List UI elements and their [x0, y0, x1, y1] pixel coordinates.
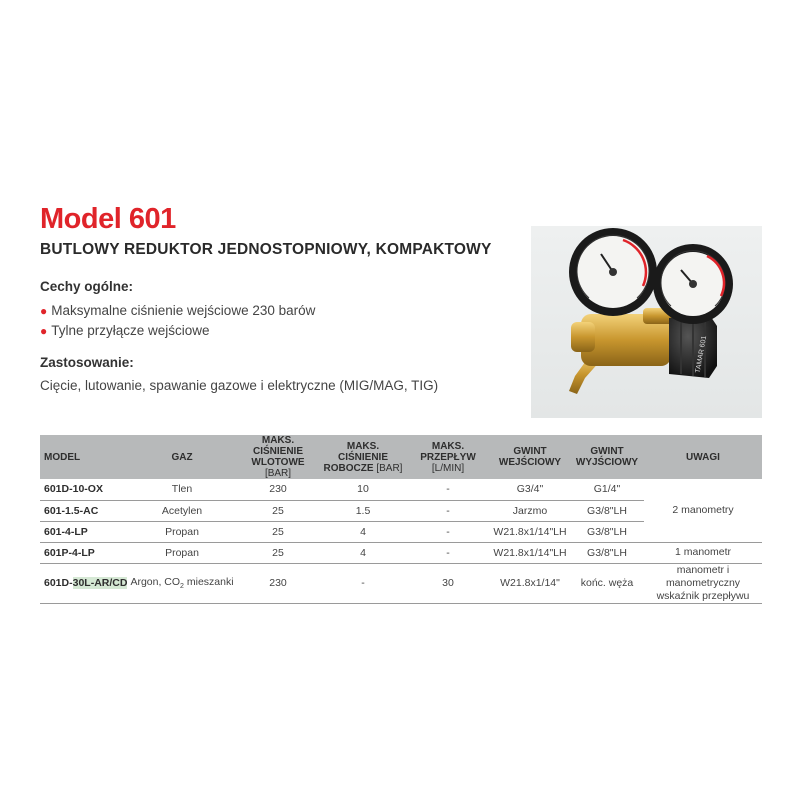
cell-flow: - — [406, 542, 490, 563]
cell-thread-out: G3/8"LH — [570, 521, 644, 542]
knob-label: TAMAR 601 — [694, 335, 709, 374]
cell-model: 601D-30L-AR/CD — [40, 563, 128, 603]
col-header-thread-out: GWINT WYJŚCIOWY — [570, 435, 644, 479]
cell-thread-out: G3/8"LH — [570, 500, 644, 521]
cell-gas: Acetylen — [128, 500, 236, 521]
cell-working: 1.5 — [320, 500, 406, 521]
cell-gas: Tlen — [128, 479, 236, 500]
cell-gas: Propan — [128, 542, 236, 563]
cell-model: 601-4-LP — [40, 521, 128, 542]
cell-model: 601D-10-OX — [40, 479, 128, 500]
spec-table — [40, 435, 762, 604]
application-text: Cięcie, lutowanie, spawanie gazowe i elektryczne (MIG/MAG, TIG) — [40, 378, 439, 393]
col-header-flow: MAKS. PRZEPŁYW [L/MIN] — [406, 435, 490, 479]
cell-inlet: 230 — [236, 479, 320, 500]
cell-thread-in: W21.8x1/14"LH — [490, 521, 570, 542]
cell-working: 10 — [320, 479, 406, 500]
cell-note: manometr i manometryczny wskaźnik przepływu — [644, 563, 762, 603]
features-heading: Cechy ogólne: — [40, 279, 134, 294]
col-header-working-pressure: MAKS. CIŚNIENIE ROBOCZE [BAR] — [320, 435, 406, 479]
model-highlight: 30L-AR/CD — [72, 577, 128, 589]
col-header-model: MODEL — [40, 435, 128, 479]
cell-gas: Propan — [128, 521, 236, 542]
cell-inlet: 25 — [236, 542, 320, 563]
cell-working: 4 — [320, 542, 406, 563]
table-row — [40, 479, 762, 500]
col-header-thread-in: GWINT WEJŚCIOWY — [490, 435, 570, 479]
cell-thread-out: końc. węża — [570, 563, 644, 603]
col-header-inlet-pressure: MAKS. CIŚNIENIE WLOTOWE [BAR] — [236, 435, 320, 479]
table-header-row — [40, 435, 762, 479]
cell-flow: - — [406, 500, 490, 521]
cell-working: - — [320, 563, 406, 603]
feature-item: ● Maksymalne ciśnienie wejściowe 230 barów — [40, 303, 316, 318]
cell-thread-in: W21.8x1/14" — [490, 563, 570, 603]
cell-model: 601P-4-LP — [40, 542, 128, 563]
table-row — [40, 563, 762, 603]
cell-thread-out: G3/8"LH — [570, 542, 644, 563]
cell-thread-in: Jarzmo — [490, 500, 570, 521]
regulator-illustration — [531, 226, 762, 418]
feature-item: ● Tylne przyłącze wejściowe — [40, 323, 210, 338]
col-header-gas: GAZ — [128, 435, 236, 479]
cell-thread-in: G3/4" — [490, 479, 570, 500]
page-subtitle: BUTLOWY REDUKTOR JEDNOSTOPNIOWY, KOMPAKTOWY — [40, 241, 492, 258]
cell-note-merged: 2 manometry — [644, 479, 762, 542]
cell-flow: - — [406, 521, 490, 542]
bullet-icon: ● — [40, 324, 48, 338]
cell-flow: - — [406, 479, 490, 500]
page-title: Model 601 — [40, 203, 176, 235]
col-header-notes: UWAGI — [644, 435, 762, 479]
cell-inlet: 230 — [236, 563, 320, 603]
table-row — [40, 542, 762, 563]
bullet-icon: ● — [40, 304, 48, 318]
cell-flow: 30 — [406, 563, 490, 603]
cell-gas: Argon, $CO_2$ mieszanki — [128, 563, 236, 603]
application-heading: Zastosowanie: — [40, 355, 134, 370]
cell-thread-in: W21.8x1/14"LH — [490, 542, 570, 563]
cell-note: 1 manometr — [644, 542, 762, 563]
cell-inlet: 25 — [236, 521, 320, 542]
cell-inlet: 25 — [236, 500, 320, 521]
cell-working: 4 — [320, 521, 406, 542]
cell-model: 601-1.5-AC — [40, 500, 128, 521]
product-photo — [531, 226, 762, 418]
cell-thread-out: G1/4" — [570, 479, 644, 500]
